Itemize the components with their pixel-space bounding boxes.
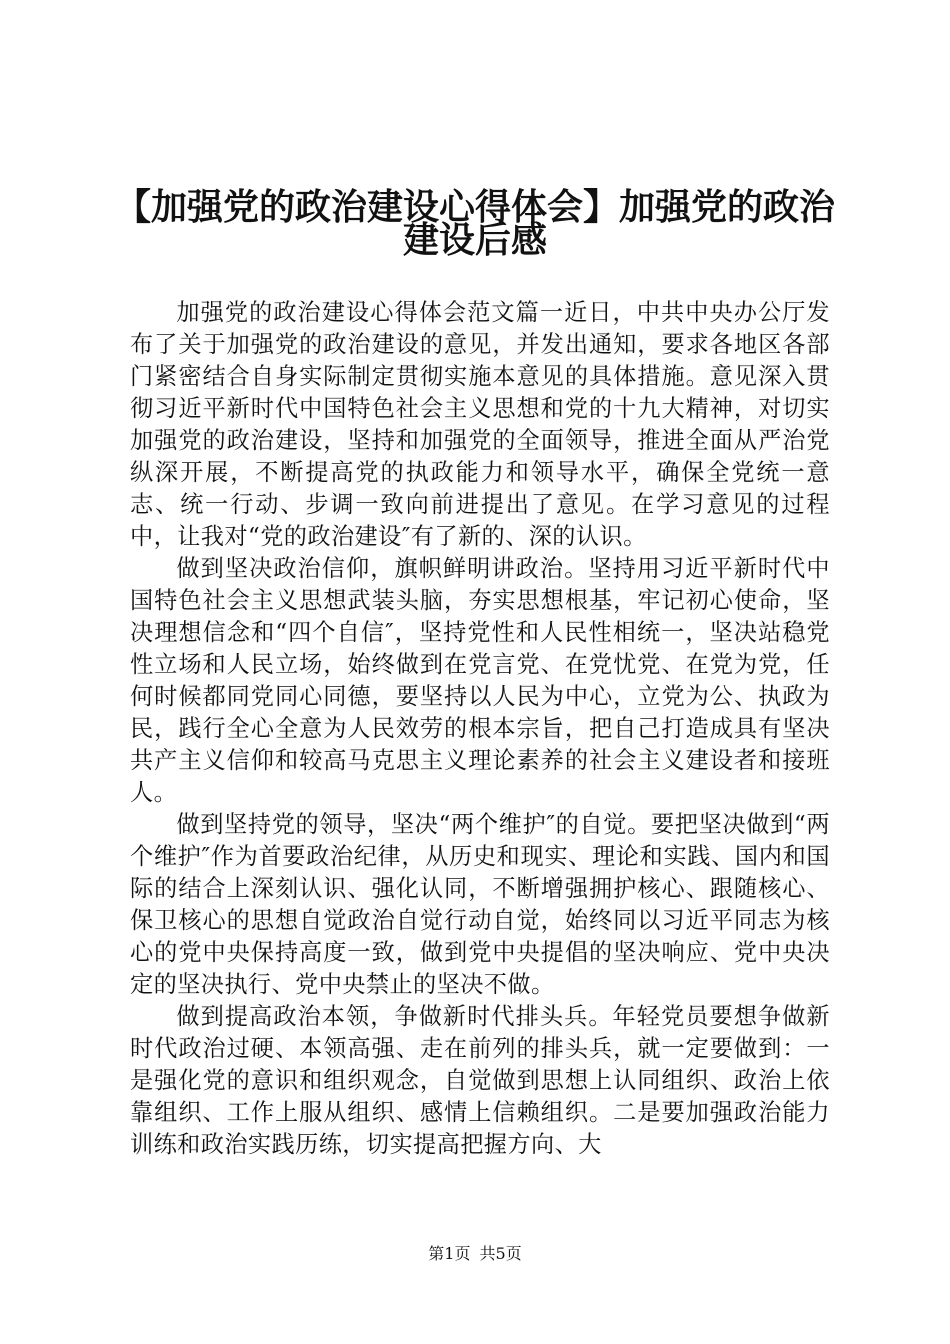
paragraph-2: 做到坚决政治信仰，旗帜鲜明讲政治。坚持用习近平新时代中国特色社会主义思想武装头脑，夯实思想根基，牢记初心使命，坚决理想信念和“四个自信″，坚持党性和人民性相统一，坚决站稳党性立场和人民立场，始终做到在党言党、在党忧党、在党为党，任何时候都同党同心同德，要坚持以人民为中心，立党为公、执政为民，践行全心全意为人民效劳的根本宗旨，把自己打造成具有坚决共产主义信仰和较高马克思主义理论素养的社会主义建设者和接班人。 xyxy=(130,555,830,806)
page-number-total: 共5页 xyxy=(479,1244,522,1263)
page-number-current: 第1页 xyxy=(428,1244,471,1263)
document-body xyxy=(130,297,830,1161)
page-footer xyxy=(0,1244,950,1264)
paragraph-1: 加强党的政治建设心得体会范文篇一近日，中共中央办公厅发布了关于加强党的政治建设的意见，并发出通知，要求各地区各部门紧密结合自身实际制定贯彻实施本意见的具体措施。意见深入贯彻习近平新时代中国特色社会主义思想和党的十九大精神，对切实加强党的政治建设，坚持和加强党的全面领导，推进全面从严治党纵深开展，不断提高党的执政能力和领导水平，确保全党统一意志、统一行动、步调一致向前进提出了意见。在学习意见的过程中，让我对“党的政治建设″有了新的、深的认识。 xyxy=(130,299,830,550)
paragraph-3: 做到坚持党的领导，坚决“两个维护″的自觉。要把坚决做到“两个维护″作为首要政治纪律，从历史和现实、理论和实践、国内和国际的结合上深刻认识、强化认同，不断增强拥护核心、跟随核心、保卫核心的思想自觉政治自觉行动自觉，始终同以习近平同志为核心的党中央保持高度一致，做到党中央提倡的坚决响应、党中央决定的坚决执行、党中央禁止的坚决不做。 xyxy=(130,811,830,998)
document-title-line-2: 建设后感 xyxy=(402,219,547,261)
paragraph-4: 做到提高政治本领，争做新时代排头兵。年轻党员要想争做新时代政治过硬、本领高强、走在前列的排头兵，就一定要做到：一是强化党的意识和组织观念，自觉做到思想上认同组织、政治上依靠组织、工作上服从组织、感情上信赖组织。二是要加强政治能力训练和政治实践历练，切实提高把握方向、大 xyxy=(130,1003,830,1158)
document-title-line-1: 【加强党的政治建设心得体会】加强党的政治 xyxy=(114,186,835,228)
